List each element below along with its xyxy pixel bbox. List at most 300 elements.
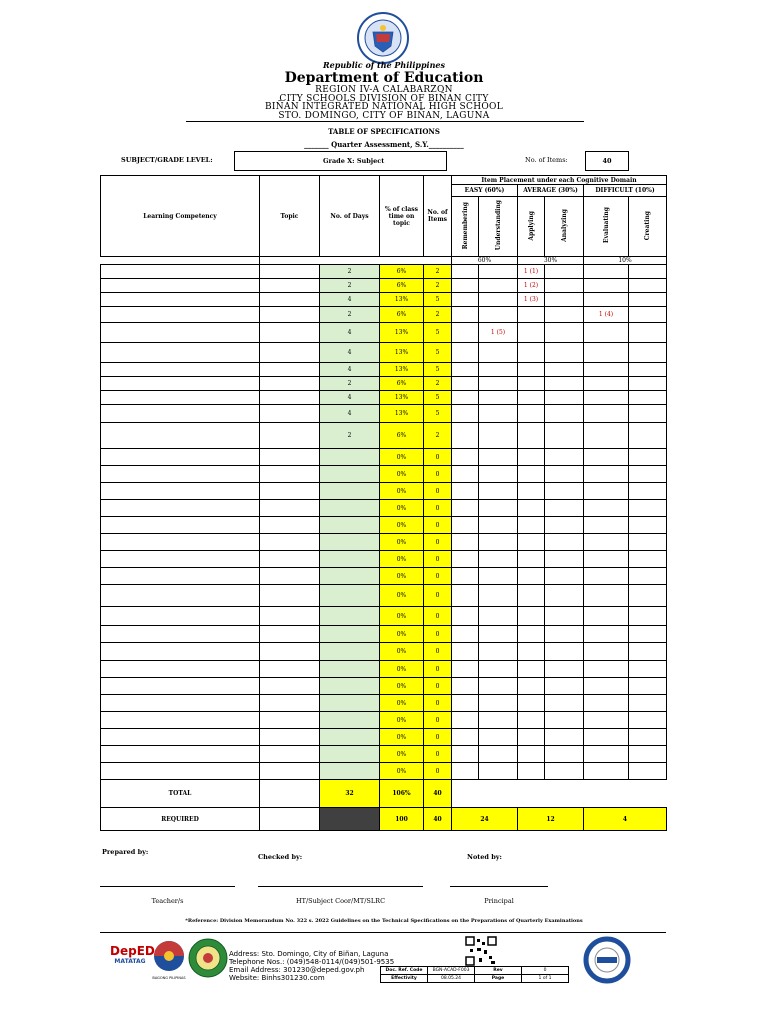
cell-und[interactable]: [479, 763, 518, 780]
cell-app[interactable]: [518, 746, 545, 763]
cell-items[interactable]: 0: [424, 568, 452, 585]
cell-eva[interactable]: [584, 466, 629, 483]
cell-pct[interactable]: 13%: [380, 343, 424, 363]
cell-ana[interactable]: [545, 343, 584, 363]
cell-rem[interactable]: [452, 763, 479, 780]
cell-items[interactable]: 0: [424, 763, 452, 780]
cell-app[interactable]: [518, 449, 545, 466]
cell-ana[interactable]: [545, 607, 584, 626]
cell-und[interactable]: [479, 661, 518, 678]
cell-rem[interactable]: [452, 626, 479, 643]
cell-und[interactable]: [479, 517, 518, 534]
cell-days[interactable]: [320, 466, 380, 483]
cell-rem[interactable]: [452, 643, 479, 661]
cell-competency[interactable]: [101, 449, 260, 466]
cell-items[interactable]: 0: [424, 483, 452, 500]
cell-ana[interactable]: [545, 551, 584, 568]
cell-days[interactable]: 4: [320, 391, 380, 405]
cell-rem[interactable]: [452, 323, 479, 343]
cell-topic[interactable]: [260, 729, 320, 746]
cell-rem[interactable]: [452, 466, 479, 483]
cell-cre[interactable]: [629, 343, 667, 363]
cell-ana[interactable]: [545, 377, 584, 391]
cell-competency[interactable]: [101, 695, 260, 712]
cell-cre[interactable]: [629, 466, 667, 483]
cell-days[interactable]: [320, 729, 380, 746]
cell-items[interactable]: 2: [424, 265, 452, 279]
cell-ana[interactable]: [545, 517, 584, 534]
cell-items[interactable]: 5: [424, 391, 452, 405]
cell-rem[interactable]: [452, 391, 479, 405]
cell-und[interactable]: [479, 483, 518, 500]
cell-eva[interactable]: [584, 391, 629, 405]
cell-eva[interactable]: [584, 323, 629, 343]
cell-pct[interactable]: 0%: [380, 517, 424, 534]
cell-pct[interactable]: 0%: [380, 500, 424, 517]
cell-pct[interactable]: 0%: [380, 678, 424, 695]
cell-items[interactable]: 0: [424, 534, 452, 551]
cell-days[interactable]: 2: [320, 377, 380, 391]
cell-pct[interactable]: 0%: [380, 466, 424, 483]
cell-items[interactable]: 0: [424, 643, 452, 661]
cell-ana[interactable]: [545, 585, 584, 607]
cell-cre[interactable]: [629, 483, 667, 500]
cell-items[interactable]: 5: [424, 363, 452, 377]
cell-days[interactable]: 4: [320, 363, 380, 377]
cell-competency[interactable]: [101, 323, 260, 343]
cell-competency[interactable]: [101, 466, 260, 483]
cell-cre[interactable]: [629, 746, 667, 763]
cell-competency[interactable]: [101, 661, 260, 678]
cell-cre[interactable]: [629, 712, 667, 729]
cell-und[interactable]: [479, 712, 518, 729]
cell-app[interactable]: [518, 607, 545, 626]
cell-pct[interactable]: 6%: [380, 279, 424, 293]
cell-app[interactable]: [518, 729, 545, 746]
cell-topic[interactable]: [260, 763, 320, 780]
cell-app[interactable]: [518, 307, 545, 323]
cell-app[interactable]: [518, 466, 545, 483]
cell-pct[interactable]: 0%: [380, 534, 424, 551]
cell-ana[interactable]: [545, 466, 584, 483]
cell-items[interactable]: 0: [424, 712, 452, 729]
cell-days[interactable]: 4: [320, 323, 380, 343]
cell-topic[interactable]: [260, 746, 320, 763]
cell-eva[interactable]: [584, 517, 629, 534]
cell-cre[interactable]: [629, 661, 667, 678]
cell-competency[interactable]: [101, 307, 260, 323]
cell-topic[interactable]: [260, 307, 320, 323]
cell-eva[interactable]: [584, 568, 629, 585]
cell-items[interactable]: 0: [424, 661, 452, 678]
cell-und[interactable]: [479, 466, 518, 483]
cell-eva[interactable]: [584, 449, 629, 466]
cell-und[interactable]: [479, 391, 518, 405]
cell-rem[interactable]: [452, 534, 479, 551]
cell-ana[interactable]: [545, 678, 584, 695]
cell-topic[interactable]: [260, 695, 320, 712]
cell-app[interactable]: [518, 695, 545, 712]
cell-topic[interactable]: [260, 483, 320, 500]
cell-cre[interactable]: [629, 517, 667, 534]
cell-items[interactable]: 0: [424, 500, 452, 517]
cell-topic[interactable]: [260, 568, 320, 585]
cell-items[interactable]: 0: [424, 466, 452, 483]
cell-pct[interactable]: 0%: [380, 585, 424, 607]
cell-ana[interactable]: [545, 265, 584, 279]
cell-days[interactable]: [320, 607, 380, 626]
cell-ana[interactable]: [545, 391, 584, 405]
cell-ana[interactable]: [545, 293, 584, 307]
cell-pct[interactable]: 0%: [380, 483, 424, 500]
cell-topic[interactable]: [260, 534, 320, 551]
cell-und[interactable]: [479, 643, 518, 661]
cell-pct[interactable]: 0%: [380, 695, 424, 712]
cell-pct[interactable]: 0%: [380, 551, 424, 568]
cell-items[interactable]: 0: [424, 607, 452, 626]
cell-days[interactable]: [320, 678, 380, 695]
cell-eva[interactable]: [584, 534, 629, 551]
cell-cre[interactable]: [629, 568, 667, 585]
cell-days[interactable]: 2: [320, 265, 380, 279]
cell-app[interactable]: [518, 323, 545, 343]
cell-ana[interactable]: [545, 746, 584, 763]
cell-rem[interactable]: [452, 265, 479, 279]
cell-cre[interactable]: [629, 500, 667, 517]
cell-rem[interactable]: [452, 279, 479, 293]
cell-eva[interactable]: [584, 585, 629, 607]
cell-eva[interactable]: [584, 405, 629, 423]
cell-rem[interactable]: [452, 449, 479, 466]
cell-cre[interactable]: [629, 363, 667, 377]
cell-ana[interactable]: [545, 483, 584, 500]
cell-days[interactable]: [320, 763, 380, 780]
cell-topic[interactable]: [260, 551, 320, 568]
cell-days[interactable]: [320, 568, 380, 585]
cell-rem[interactable]: [452, 661, 479, 678]
cell-cre[interactable]: [629, 643, 667, 661]
cell-days[interactable]: [320, 695, 380, 712]
cell-und[interactable]: [479, 265, 518, 279]
cell-eva[interactable]: [584, 551, 629, 568]
cell-rem[interactable]: [452, 483, 479, 500]
cell-und[interactable]: [479, 423, 518, 449]
cell-pct[interactable]: 6%: [380, 377, 424, 391]
cell-cre[interactable]: [629, 405, 667, 423]
cell-cre[interactable]: [629, 279, 667, 293]
cell-items[interactable]: 0: [424, 551, 452, 568]
cell-competency[interactable]: [101, 265, 260, 279]
cell-items[interactable]: 2: [424, 423, 452, 449]
cell-und[interactable]: [479, 626, 518, 643]
cell-topic[interactable]: [260, 423, 320, 449]
cell-und[interactable]: [479, 746, 518, 763]
cell-topic[interactable]: [260, 265, 320, 279]
cell-und[interactable]: [479, 551, 518, 568]
cell-topic[interactable]: [260, 279, 320, 293]
cell-ana[interactable]: [545, 449, 584, 466]
cell-und[interactable]: [479, 279, 518, 293]
cell-items[interactable]: 0: [424, 729, 452, 746]
cell-app[interactable]: [518, 626, 545, 643]
cell-und[interactable]: [479, 607, 518, 626]
cell-items[interactable]: 0: [424, 585, 452, 607]
cell-topic[interactable]: [260, 343, 320, 363]
cell-topic[interactable]: [260, 712, 320, 729]
cell-pct[interactable]: 0%: [380, 763, 424, 780]
cell-competency[interactable]: [101, 678, 260, 695]
cell-competency[interactable]: [101, 626, 260, 643]
cell-items[interactable]: 0: [424, 695, 452, 712]
cell-days[interactable]: [320, 551, 380, 568]
cell-competency[interactable]: [101, 391, 260, 405]
cell-eva[interactable]: [584, 729, 629, 746]
cell-eva[interactable]: [584, 678, 629, 695]
cell-days[interactable]: [320, 626, 380, 643]
cell-rem[interactable]: [452, 293, 479, 307]
cell-rem[interactable]: [452, 405, 479, 423]
cell-app[interactable]: 1 (3): [518, 293, 545, 307]
cell-days[interactable]: 2: [320, 307, 380, 323]
cell-competency[interactable]: [101, 483, 260, 500]
cell-rem[interactable]: [452, 678, 479, 695]
cell-topic[interactable]: [260, 466, 320, 483]
cell-app[interactable]: [518, 391, 545, 405]
cell-und[interactable]: [479, 405, 518, 423]
cell-items[interactable]: 2: [424, 307, 452, 323]
cell-eva[interactable]: [584, 343, 629, 363]
cell-rem[interactable]: [452, 746, 479, 763]
cell-und[interactable]: 1 (5): [479, 323, 518, 343]
cell-app[interactable]: [518, 678, 545, 695]
cell-ana[interactable]: [545, 423, 584, 449]
cell-items[interactable]: 2: [424, 279, 452, 293]
cell-rem[interactable]: [452, 517, 479, 534]
cell-eva[interactable]: [584, 500, 629, 517]
cell-competency[interactable]: [101, 343, 260, 363]
cell-days[interactable]: [320, 661, 380, 678]
cell-app[interactable]: [518, 483, 545, 500]
cell-competency[interactable]: [101, 534, 260, 551]
cell-eva[interactable]: [584, 265, 629, 279]
cell-app[interactable]: [518, 551, 545, 568]
cell-topic[interactable]: [260, 517, 320, 534]
cell-items[interactable]: 5: [424, 405, 452, 423]
cell-und[interactable]: [479, 534, 518, 551]
cell-pct[interactable]: 0%: [380, 449, 424, 466]
cell-pct[interactable]: 0%: [380, 661, 424, 678]
cell-rem[interactable]: [452, 712, 479, 729]
cell-app[interactable]: [518, 343, 545, 363]
subject-field[interactable]: [234, 151, 447, 171]
cell-rem[interactable]: [452, 607, 479, 626]
cell-und[interactable]: [479, 695, 518, 712]
cell-competency[interactable]: [101, 746, 260, 763]
cell-eva[interactable]: [584, 712, 629, 729]
cell-pct[interactable]: 13%: [380, 405, 424, 423]
cell-ana[interactable]: [545, 500, 584, 517]
cell-days[interactable]: 4: [320, 343, 380, 363]
cell-items[interactable]: 5: [424, 323, 452, 343]
cell-topic[interactable]: [260, 585, 320, 607]
cell-competency[interactable]: [101, 585, 260, 607]
cell-days[interactable]: [320, 534, 380, 551]
cell-pct[interactable]: 6%: [380, 423, 424, 449]
cell-app[interactable]: [518, 534, 545, 551]
cell-ana[interactable]: [545, 695, 584, 712]
cell-days[interactable]: 4: [320, 293, 380, 307]
cell-und[interactable]: [479, 585, 518, 607]
cell-topic[interactable]: [260, 323, 320, 343]
cell-pct[interactable]: 0%: [380, 607, 424, 626]
cell-app[interactable]: [518, 423, 545, 449]
cell-und[interactable]: [479, 343, 518, 363]
cell-app[interactable]: [518, 568, 545, 585]
cell-cre[interactable]: [629, 323, 667, 343]
cell-ana[interactable]: [545, 729, 584, 746]
cell-competency[interactable]: [101, 568, 260, 585]
cell-app[interactable]: [518, 517, 545, 534]
cell-ana[interactable]: [545, 534, 584, 551]
cell-items[interactable]: 0: [424, 746, 452, 763]
cell-eva[interactable]: [584, 483, 629, 500]
cell-cre[interactable]: [629, 695, 667, 712]
cell-ana[interactable]: [545, 763, 584, 780]
cell-rem[interactable]: [452, 729, 479, 746]
cell-app[interactable]: [518, 500, 545, 517]
cell-competency[interactable]: [101, 712, 260, 729]
cell-ana[interactable]: [545, 661, 584, 678]
cell-eva[interactable]: [584, 363, 629, 377]
cell-topic[interactable]: [260, 678, 320, 695]
cell-days[interactable]: [320, 746, 380, 763]
cell-topic[interactable]: [260, 607, 320, 626]
cell-topic[interactable]: [260, 643, 320, 661]
cell-und[interactable]: [479, 500, 518, 517]
cell-topic[interactable]: [260, 391, 320, 405]
cell-pct[interactable]: 13%: [380, 363, 424, 377]
cell-rem[interactable]: [452, 363, 479, 377]
cell-eva[interactable]: [584, 643, 629, 661]
cell-ana[interactable]: [545, 323, 584, 343]
cell-pct[interactable]: 6%: [380, 265, 424, 279]
cell-app[interactable]: [518, 763, 545, 780]
cell-rem[interactable]: [452, 423, 479, 449]
cell-days[interactable]: 2: [320, 423, 380, 449]
cell-competency[interactable]: [101, 643, 260, 661]
cell-eva[interactable]: [584, 661, 629, 678]
cell-und[interactable]: [479, 377, 518, 391]
cell-eva[interactable]: [584, 293, 629, 307]
cell-topic[interactable]: [260, 500, 320, 517]
cell-und[interactable]: [479, 449, 518, 466]
cell-cre[interactable]: [629, 265, 667, 279]
cell-days[interactable]: [320, 517, 380, 534]
cell-topic[interactable]: [260, 405, 320, 423]
cell-competency[interactable]: [101, 729, 260, 746]
cell-app[interactable]: [518, 585, 545, 607]
cell-topic[interactable]: [260, 363, 320, 377]
cell-pct[interactable]: 13%: [380, 323, 424, 343]
cell-competency[interactable]: [101, 423, 260, 449]
cell-eva[interactable]: [584, 746, 629, 763]
cell-items[interactable]: 0: [424, 678, 452, 695]
cell-pct[interactable]: 0%: [380, 568, 424, 585]
cell-ana[interactable]: [545, 643, 584, 661]
cell-cre[interactable]: [629, 391, 667, 405]
cell-topic[interactable]: [260, 661, 320, 678]
cell-pct[interactable]: 0%: [380, 729, 424, 746]
cell-competency[interactable]: [101, 293, 260, 307]
cell-cre[interactable]: [629, 377, 667, 391]
cell-rem[interactable]: [452, 568, 479, 585]
cell-app[interactable]: 1 (2): [518, 279, 545, 293]
cell-items[interactable]: 0: [424, 517, 452, 534]
cell-app[interactable]: 1 (1): [518, 265, 545, 279]
cell-days[interactable]: 4: [320, 405, 380, 423]
cell-days[interactable]: [320, 449, 380, 466]
cell-app[interactable]: [518, 712, 545, 729]
cell-cre[interactable]: [629, 585, 667, 607]
cell-ana[interactable]: [545, 568, 584, 585]
cell-days[interactable]: 2: [320, 279, 380, 293]
cell-cre[interactable]: [629, 293, 667, 307]
cell-days[interactable]: [320, 585, 380, 607]
cell-cre[interactable]: [629, 729, 667, 746]
cell-competency[interactable]: [101, 363, 260, 377]
cell-cre[interactable]: [629, 678, 667, 695]
cell-und[interactable]: [479, 307, 518, 323]
cell-app[interactable]: [518, 643, 545, 661]
cell-eva[interactable]: [584, 423, 629, 449]
items-field[interactable]: [585, 151, 629, 171]
cell-rem[interactable]: [452, 695, 479, 712]
cell-ana[interactable]: [545, 626, 584, 643]
cell-topic[interactable]: [260, 377, 320, 391]
cell-days[interactable]: [320, 712, 380, 729]
cell-competency[interactable]: [101, 279, 260, 293]
cell-und[interactable]: [479, 729, 518, 746]
cell-competency[interactable]: [101, 517, 260, 534]
cell-items[interactable]: 0: [424, 626, 452, 643]
cell-competency[interactable]: [101, 377, 260, 391]
cell-rem[interactable]: [452, 343, 479, 363]
cell-app[interactable]: [518, 661, 545, 678]
cell-cre[interactable]: [629, 551, 667, 568]
cell-eva[interactable]: [584, 607, 629, 626]
cell-eva[interactable]: [584, 626, 629, 643]
cell-pct[interactable]: 0%: [380, 712, 424, 729]
cell-items[interactable]: 5: [424, 343, 452, 363]
cell-ana[interactable]: [545, 279, 584, 293]
cell-ana[interactable]: [545, 712, 584, 729]
cell-cre[interactable]: [629, 626, 667, 643]
cell-pct[interactable]: 6%: [380, 307, 424, 323]
cell-items[interactable]: 5: [424, 293, 452, 307]
cell-cre[interactable]: [629, 763, 667, 780]
cell-competency[interactable]: [101, 607, 260, 626]
cell-rem[interactable]: [452, 585, 479, 607]
cell-days[interactable]: [320, 483, 380, 500]
cell-pct[interactable]: 0%: [380, 626, 424, 643]
cell-und[interactable]: [479, 363, 518, 377]
cell-rem[interactable]: [452, 551, 479, 568]
cell-und[interactable]: [479, 568, 518, 585]
cell-eva[interactable]: [584, 695, 629, 712]
cell-rem[interactable]: [452, 307, 479, 323]
cell-app[interactable]: [518, 363, 545, 377]
cell-cre[interactable]: [629, 307, 667, 323]
